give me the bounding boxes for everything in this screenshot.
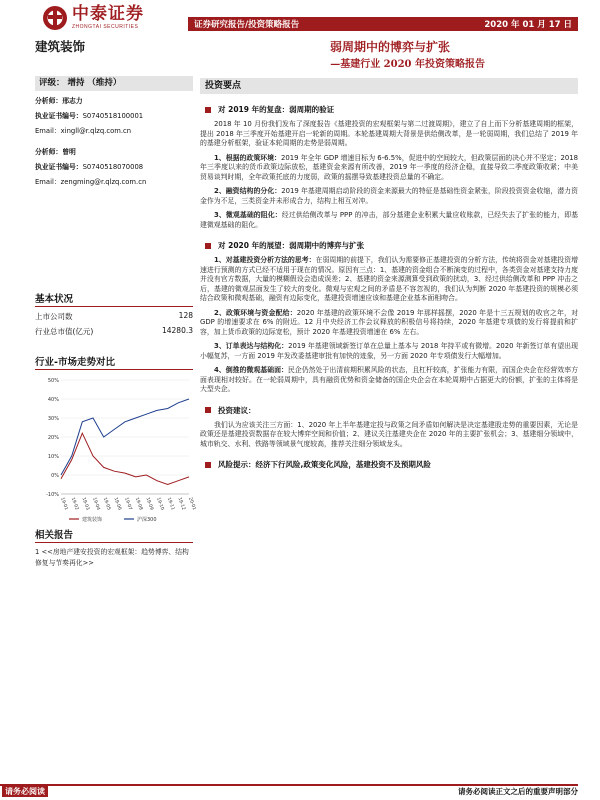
logo-cn: 中泰证券 — [72, 4, 144, 24]
bullet-square-icon — [205, 407, 211, 413]
analyst-row: 执业证书编号：S0740518100001 — [35, 112, 144, 120]
x-tick-label: 19-09 — [144, 496, 154, 511]
x-tick-label: 19-04 — [91, 496, 101, 511]
y-tick-label: 0% — [51, 473, 59, 479]
series-line — [61, 433, 189, 484]
x-tick-label: 19-11 — [165, 496, 175, 511]
x-tick-label: 20-01 — [187, 496, 197, 511]
x-tick-label: 19-06 — [112, 496, 122, 511]
bullet-square-icon — [205, 462, 211, 468]
paragraph: 4、倒推的微观基础面：民企仍然处于出清前期积累风险的状态，且杠杆较高，扩张能力有限，而国企央企在经营效率方面表现相对较好。在一轮弱周期中，具有融资优势和资金储备的国企央企会在本轮周期中占据更大的份额，扩张的主体将是大型央企。 — [200, 366, 578, 393]
x-tick-label: 19-08 — [133, 496, 143, 511]
section-bullet: 对 2020 年的展望：弱周期中的博弈与扩张 — [200, 240, 578, 251]
report-date: 2020 年 01 月 17 日 — [484, 20, 572, 30]
x-tick-label: 19-01 — [59, 496, 69, 511]
paragraph: 我们认为应该关注三方面：1、2020 年上半年基建定投与政策之间矛盾如何解决是决定基建股走势的重要因素，无论是政策还是基建投资数据存在较大博弈空间和价值；2、建议关注基建央企在 2020 年的主要扩张机会；3、基建细分领域中，城市轨交、水利、铁路等领域景气度较高，推荐关注细分领域龙头。 — [200, 420, 578, 448]
section-bullet: 对 2019 年的复盘：弱周期的验证 — [200, 104, 578, 115]
related-title: 相关报告 — [35, 527, 193, 543]
x-tick-label: 19-02 — [69, 496, 79, 511]
analyst-row: Email：xingll@r.qlzq.com.cn — [35, 127, 132, 135]
analyst-row: 执业证书编号：S0740518070008 — [35, 163, 144, 171]
legend-label: 建筑装饰 — [82, 517, 103, 523]
trend-chart — [35, 374, 197, 524]
header-bar — [188, 17, 578, 31]
trend-title: 行业-市场走势对比 — [35, 354, 193, 370]
bullet-square-icon — [205, 243, 211, 249]
logo-mark-icon — [42, 5, 68, 31]
left-sidebar — [35, 76, 193, 190]
basic-status-section — [35, 291, 193, 337]
report-title: 弱周期中的博弈与扩张 — [329, 40, 450, 54]
bullet-square-icon — [205, 107, 211, 113]
analyst-row: Email：zengming@r.qlzq.com.cn — [35, 178, 147, 186]
x-tick-label: 19-12 — [176, 496, 186, 511]
paragraph: 1、对基建投资分析方法的思考：在弱周期的前提下，我们认为需要修正基建投资的分析方法，传统将资金对基建投资增速进行预测的方式已经不适用于现在的情况。原因有三点：1、基建的资金组合不断演变的过程中，各类资金对基建支持力度并没有官方数据，大量的模糊假设会造成误差；2、基建的资金来源测算受到政策的扰动，3、经过供给侧改革和 PPP 冲击之后，基建的微观层面发生了较大的变化。微观与宏观之间的矛盾是不容忽视的，我们认为判断 2020 年基建投资的规模必须结合政策和微观基础，融资有边际变化，基建投资增速应该和基建企业基本面相吻合。 — [200, 256, 579, 302]
paragraph: 2、融资结构的分化：2019 年基建周期启动阶段的资金来源最大的特征是基础性资金紧张，阶段投资资金收缩，潜力资金作为不足，三类资金并未形成合力，结构上相互对冲。 — [200, 187, 578, 205]
y-tick-label: 10% — [47, 454, 59, 460]
y-tick-label: 30% — [47, 416, 59, 422]
main-content — [200, 78, 578, 470]
legend-label: 沪深300 — [137, 517, 157, 523]
company-logo — [42, 4, 162, 32]
logo-en: ZHONGTAI SECURITIES — [72, 24, 139, 30]
rating-box: 评级： 增持 （维持） — [35, 76, 193, 91]
report-type: 证券研究报告/投资策略报告 — [194, 20, 300, 30]
x-tick-label: 19-10 — [155, 496, 165, 511]
trend-section — [35, 354, 197, 524]
paragraph: 2、政策环境与资金配给：2020 年基建的政策环境不会像 2019 年那样摇摆，2020 年是十三五规划的收官之年，对 GDP 的增速要求在 6% 的附近。12 月中央经济工作会议释放的积极信号将持续，2020 年基建专项债的发行将提前和扩容，加上货币政策的边际宽松，预计 2020 年基建投资增速在 6% 左右。 — [200, 308, 578, 336]
risk-bullet: 风险提示： 经济下行风险,政策变化风险，基建投资不及预期风险 — [200, 459, 578, 470]
paragraph: 1、根据的政策环境：2019 年全年 GDP 增速目标为 6-6.5%，促进中的空间较大，但政策层面的决心并不坚定；2018 年三季度以来的货币政策边际放松，基建资金来源有所改善，2019 年一季度的经济企稳，直接导致二季度政策收紧；中美贸易谈判时期，全年政策托底的力度弱，政策的摇摆导致基建投资总量的不确定。 — [200, 153, 578, 181]
paragraph: 3、微观基础的阻化：经过供给侧改革与 PPP 的冲击，部分基建企业积累大量应收账款，已经失去了扩张的能力，即基建微观基础的阻化。 — [200, 211, 579, 229]
report-subtitle: —基建行业 2020 年投资策略报告 — [330, 59, 485, 70]
footer-left-label: 请务必阅读 — [2, 786, 48, 797]
industry-label: 建筑装饰 — [35, 39, 86, 54]
basic-row: 行业总市值(亿元) 14280.3 — [35, 326, 193, 336]
x-tick-label: 19-05 — [101, 496, 111, 511]
paragraph: 3、订单表达与结构化：2019 年基建领域新签订单在总量上基本与 2018 年持平或有微增。2020 年新签订单有望出现小幅复苏，一方面 2019 年发改委基建审批有加快的迹象，另一方面 2020 年专项债发行大幅增加。 — [200, 342, 578, 360]
x-tick-label: 19-07 — [123, 496, 133, 511]
y-tick-label: 20% — [47, 435, 59, 441]
y-tick-label: -10% — [46, 492, 59, 498]
y-tick-label: 50% — [47, 378, 59, 384]
related-report-link[interactable]: 1 <<房地产建安投资的宏观框架：趋势博弈、结构修复与节奏再化>> — [35, 548, 189, 567]
analyst-info — [35, 94, 193, 190]
key-points-header: 投资要点 — [200, 78, 578, 94]
analyst-row: 分析师：邢志力 — [35, 97, 83, 105]
paragraph: 2018 年 10 月份我们发布了深度报告《基建投资的宏观框架与第二过渡周期》，建立了自上而下分析基建周期的框架，提出 2018 年三季度开始基建开启一轮新的周期。本轮基建周期大背景是供给侧改革，是一轮弱周期，我们总结了 2019 年的基建分析框架，验证本轮周期的走势是弱周期。 — [200, 120, 578, 147]
analyst-row: 分析师：曾明 — [35, 148, 76, 156]
basic-status-title: 基本状况 — [35, 291, 193, 307]
x-tick-label: 19-03 — [80, 496, 90, 511]
footer-disclaimer: 请务必阅读正文之后的重要声明部分 — [458, 787, 578, 796]
y-tick-label: 40% — [47, 397, 59, 403]
basic-row: 上市公司数 128 — [35, 311, 193, 321]
section-bullet: 投资建议： — [200, 405, 578, 416]
related-reports-section — [35, 527, 193, 569]
